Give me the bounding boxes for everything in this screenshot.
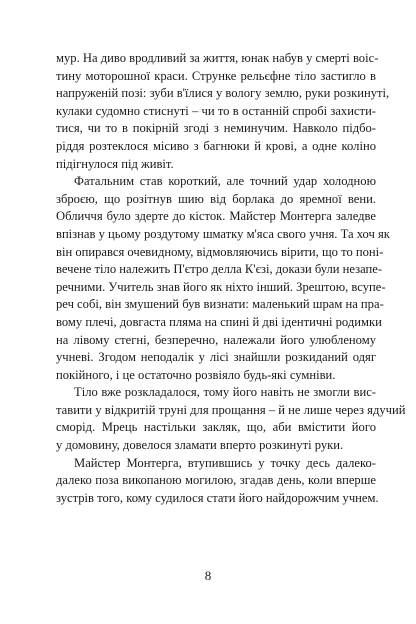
text-line: речними. Учитель знав його як ніхто інший. Зрештою, всупе- (56, 279, 386, 294)
text-line: напруженій позі: зуби в'їлися у вологу землю, руки розкинуті, (56, 86, 390, 101)
text-line: зустрів того, кому судилося стати його найдорожчим учнем. (56, 490, 379, 505)
text-line: Майстер Монтерга, втупившись у точку десь далеко- (74, 455, 376, 470)
text-line: учневі. Згодом неподалік у лісі знайшли розкиданий одяг (56, 350, 376, 365)
text-line: тавити у відкритій труні для прощання – й не лише через ядучий (56, 402, 406, 417)
text-line: вечене тіло належить П'єтро делла К'єзі, докази були незапе- (56, 262, 383, 277)
text-line: у домовину, довелося зламати вперто розкинуті руки. (56, 438, 344, 453)
paragraph (56, 455, 379, 508)
text-line: вому плечі, довгаста пляма на спині й дві ідентичні родимки (56, 314, 382, 329)
paragraph (56, 173, 390, 384)
text-line: покійного, і це остаточно розвіяло будь-які сумніви. (56, 367, 336, 382)
text-line: він опирався очевидному, відмовляючись вірити, що то поні- (56, 244, 384, 259)
text-line: Фатальним став короткий, але точний удар холодною (74, 174, 376, 189)
text-line: на лівому стегні, безперечно, належали його улюбленому (56, 332, 376, 347)
text-line: сморід. Мрець настільки закляк, що, аби вмістити його (56, 420, 376, 435)
text-line: реч собі, він змушений був визнати: маленький шрам на пра- (56, 297, 384, 312)
text-line: тину моторошної краси. Струнке рельєфне тіло застигло в (56, 68, 376, 83)
text-line: Обличчя було здерте до кісток. Майстер Монтерга заледве (56, 209, 376, 224)
text-line: Тіло вже розкладалося, тому його навіть не змогли вис- (74, 385, 376, 400)
paragraph (56, 384, 406, 454)
page-number: 8 (204, 568, 212, 583)
text-line: далеко поза викопаною могилою, згадав день, коли вперше (56, 473, 376, 488)
body-text (56, 50, 406, 507)
paragraph (56, 50, 390, 173)
text-line: тися, чи то в покірній згоді з неминучим. Навколо підбо- (56, 121, 376, 136)
text-line: підігнулося під живіт. (56, 156, 174, 171)
text-line: кулаки судомно стиснуті – чи то в останній спробі захисти- (56, 103, 376, 118)
text-line: зброєю, що розітнув шию від борлака до яремної вени. (56, 191, 376, 206)
text-line: впізнав у цьому роздутому шматку м'яса свого учня. Та хоч як (56, 226, 390, 241)
text-line: ріддя розтеклося місиво з багнюки й крові, а одне коліно (56, 138, 376, 153)
text-line: мур. На диво вродливий за життя, юнак набув у смерті воіс- (56, 51, 379, 65)
